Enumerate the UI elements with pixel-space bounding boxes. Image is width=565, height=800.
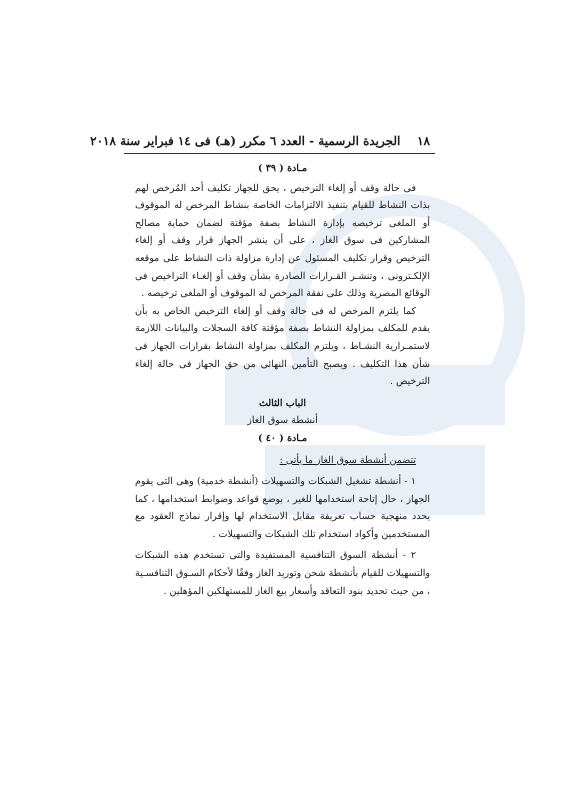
- article-39-paragraph-2: كما يلتزم المرخص له فى حالة وقف أو إلغاء الترخيص الخاص به بأن يقدم للمكلف بمزاولة النشاط بصفة مؤقتة كافة السجلات والبيانات اللازمة لاستمـرارية النشـاط ، ويلتزم المكلف بمزاولة النشاط بقرارات الجهاز فى شأن هذا التكليف . ويصبح التأمين النهائى من حق الجهاز فى حالة إلغاء الترخيص .: [135, 305, 430, 388]
- article-40-intro: [135, 452, 430, 470]
- article-40-item-2: ٢ - أنشطة السوق التنافسية المستفيدة والتى تستخدم هذه الشبكات والتسهيلات للقيام بأنشطة شحن وتوريد الغاز وفقًا لأحكام السـوق التنافسـية ، من حيث تحديد بنود التعاقد وأسعار بيع الغاز للمستهلكين المؤهلين .: [135, 550, 430, 597]
- page-header: [90, 134, 430, 148]
- article-40-heading: مـادة ( ٤٠ ): [257, 432, 308, 444]
- article-39-heading: مـادة ( ٣٩ ): [257, 163, 308, 174]
- gazette-title: الجريدة الرسمية - العدد ٦ مكرر (هـ) فى ١٤ فبراير سنة ٢٠١٨: [90, 134, 401, 148]
- article-40-intro-text: تتضمن أنشطة سوق الغاز ما يأتى :: [279, 454, 416, 466]
- article-39-paragraph-1: فى حالة وقف أو إلغاء الترخيص ، يحق للجهاز تكليف أحد المُرخص لهم بذات النشاط للقيام بتنفيذ الالتزامات الخاصة بنشاط المرخص له الموقوف أو الملغى ترخيصه بإدارة النشاط بصفة مؤقتة لضمان حماية مصالح المشاركين فى سوق الغاز ، على أن ينشر الجهاز قرار وقف أو إلغاء الترخيص وقرار تكليف المسئول عن إدارة مزاولة ذات النشاط على موقعه الإلكـترونى ، وتنشـر القـرارات الصادرة بشأن وقف أو إلغـاء التراخيص فى الوقائع المصرية وذلك على نفقة المرخص له الموقوف أو الملغى ترخيصه .: [135, 182, 430, 300]
- header-divider: [124, 153, 435, 154]
- part-3-heading: الباب الثالث: [258, 397, 307, 409]
- article-40-item-1: ١ - أنشطة تشغيل الشبكات والتسهيلات (أنشطة خدمية) وهى التى يقوم الجهاز ، حال إتاحة استخدامها للغير ، بوضع قواعد وضوابط استخدامها ، كما يحدد منهجية حساب تعريفة مقابل الاستخدام لها وإقرار نماذج العقود مع المستخدمين وأكواد استخدام تلك الشبكات والتسهيلات .: [135, 476, 430, 540]
- page-body: [135, 160, 430, 600]
- page-number: ١٨: [417, 134, 430, 148]
- part-3-subheading: أنشطة سوق الغاز: [247, 415, 318, 427]
